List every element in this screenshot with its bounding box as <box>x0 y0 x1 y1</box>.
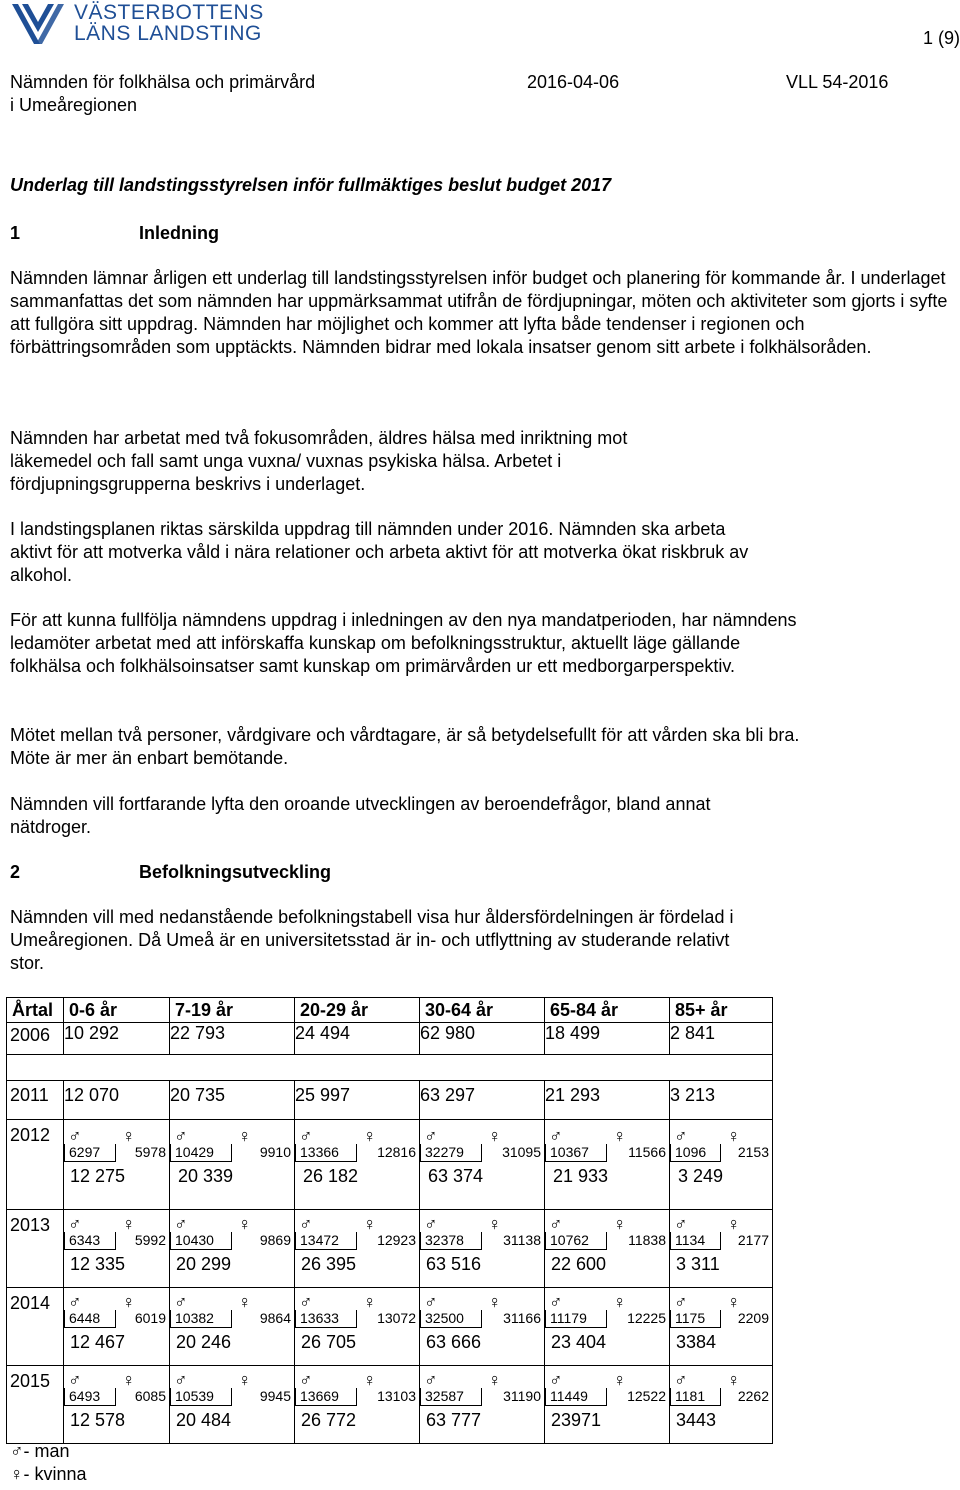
male-count: 13366 <box>295 1144 357 1162</box>
total-count: 3384 <box>676 1332 717 1352</box>
total-count: 26 705 <box>301 1332 357 1352</box>
male-symbol-icon: ♂ <box>424 1292 438 1312</box>
female-count: 12816 <box>377 1144 416 1160</box>
age-group-cell <box>420 1210 545 1288</box>
total-count: 26 772 <box>301 1410 357 1430</box>
male-symbol-icon: ♂ <box>68 1292 82 1312</box>
landsting-emblem-icon <box>8 2 68 46</box>
year-cell: 2012 <box>7 1120 64 1210</box>
legend-man: ♂- man <box>10 1441 70 1461</box>
table-row-gender <box>7 1366 773 1444</box>
male-symbol-icon: ♂ <box>299 1370 313 1390</box>
male-symbol-icon: ♂ <box>299 1292 313 1312</box>
logo-line-1: VÄSTERBOTTENS <box>74 1 264 24</box>
age-group-cell <box>670 1210 773 1288</box>
male-symbol-icon: ♂ <box>174 1292 188 1312</box>
total-count: 20 339 <box>178 1166 234 1186</box>
male-count: 13669 <box>295 1388 357 1406</box>
age-group-cell <box>545 1210 670 1288</box>
paragraph-6: Nämnden vill fortfarande lyfta den oroande utvecklingen av beroendefrågor, bland annat nätdroger. <box>10 794 711 837</box>
male-count: 1175 <box>670 1310 721 1328</box>
table-spacer-row <box>7 1055 773 1081</box>
total-count: 21 933 <box>553 1166 609 1186</box>
page-number: 1 (9) <box>922 28 960 48</box>
total-count: 20 484 <box>176 1410 232 1430</box>
female-symbol-icon: ♀ <box>238 1370 252 1390</box>
age-group-cell <box>545 1288 670 1366</box>
population-table <box>6 997 773 1444</box>
female-symbol-icon: ♀ <box>363 1292 377 1312</box>
male-symbol-icon: ♂ <box>68 1370 82 1390</box>
male-symbol-icon: ♂ <box>424 1370 438 1390</box>
age-group-cell <box>420 1366 545 1444</box>
female-symbol-icon: ♀ <box>613 1126 627 1146</box>
age-group-cell <box>295 1288 420 1366</box>
total-count: 26 395 <box>301 1254 357 1274</box>
female-symbol-icon: ♀ <box>613 1370 627 1390</box>
total-cell: 25 997 <box>295 1081 420 1120</box>
age-group-cell <box>420 1288 545 1366</box>
paragraph-5: Mötet mellan två personer, vårdgivare och vårdtagare, är så betydelsefullt för att vården ska bli bra. Möte är mer än enbart bemötande. <box>10 725 800 768</box>
age-group-cell <box>64 1288 170 1366</box>
spacer-cell <box>7 1055 773 1081</box>
female-count: 2153 <box>737 1144 769 1160</box>
male-count: 1134 <box>670 1232 721 1250</box>
female-symbol-icon: ♀ <box>488 1126 502 1146</box>
total-cell: 12 070 <box>64 1081 170 1120</box>
table-header-row <box>7 998 773 1023</box>
section-2-title: Befolkningsutveckling <box>139 862 332 882</box>
male-count: 10539 <box>170 1388 232 1406</box>
male-count: 10367 <box>545 1144 607 1162</box>
age-group-cell <box>670 1120 773 1210</box>
header-year: Årtal <box>7 998 64 1023</box>
total-count: 12 467 <box>70 1332 126 1352</box>
female-symbol-icon: ♀ <box>238 1126 252 1146</box>
total-cell: 10 292 <box>64 1023 170 1055</box>
male-count: 32378 <box>420 1232 482 1250</box>
total-cell: 62 980 <box>420 1023 545 1055</box>
female-symbol-icon: ♀ <box>238 1292 252 1312</box>
male-count: 10382 <box>170 1310 232 1328</box>
female-symbol-icon: ♀ <box>727 1214 741 1234</box>
total-count: 22 600 <box>551 1254 607 1274</box>
female-count: 2177 <box>737 1232 769 1248</box>
female-symbol-icon: ♀ <box>488 1214 502 1234</box>
total-count: 23971 <box>551 1410 602 1430</box>
total-cell: 63 297 <box>420 1081 545 1120</box>
female-symbol-icon: ♀ <box>122 1292 136 1312</box>
male-symbol-icon: ♂ <box>299 1214 313 1234</box>
year-cell: 2011 <box>7 1081 64 1120</box>
total-cell: 2 841 <box>670 1023 773 1055</box>
female-count: 31166 <box>503 1310 541 1326</box>
header-date: 2016-04-06 <box>527 72 620 92</box>
male-symbol-icon: ♂ <box>424 1214 438 1234</box>
organisation-logo <box>8 1 264 46</box>
total-count: 3 311 <box>676 1254 720 1274</box>
total-count: 63 666 <box>426 1332 482 1352</box>
female-count: 2209 <box>737 1310 769 1326</box>
paragraph-7: Nämnden vill med nedanstående befolkningstabell visa hur åldersfördelningen är fördelad i Umeåregionen. Då Umeå är en universitetsstad är in- och utflyttning av studerande relativt stor. <box>10 907 734 973</box>
age-group-cell <box>170 1120 295 1210</box>
male-count: 6493 <box>64 1388 116 1406</box>
table-row-gender <box>7 1120 773 1210</box>
header-age-20-29: 20-29 år <box>295 998 420 1023</box>
female-count: 2262 <box>737 1388 769 1404</box>
male-symbol-icon: ♂ <box>674 1292 688 1312</box>
male-count: 6297 <box>64 1144 116 1162</box>
age-group-cell <box>545 1366 670 1444</box>
male-symbol-icon: ♂ <box>549 1214 563 1234</box>
header-age-85plus: 85+ år <box>670 998 773 1023</box>
female-symbol-icon: ♀ <box>363 1370 377 1390</box>
male-count: 32587 <box>420 1388 482 1406</box>
age-group-cell <box>170 1288 295 1366</box>
age-group-cell <box>670 1366 773 1444</box>
male-count: 1181 <box>670 1388 721 1406</box>
total-cell: 20 735 <box>170 1081 295 1120</box>
female-symbol-icon: ♀ <box>488 1292 502 1312</box>
year-cell: 2015 <box>7 1366 64 1444</box>
year-cell: 2014 <box>7 1288 64 1366</box>
male-count: 32279 <box>420 1144 482 1162</box>
table-row-gender <box>7 1288 773 1366</box>
female-symbol-icon: ♀ <box>727 1292 741 1312</box>
male-symbol-icon: ♂ <box>549 1292 563 1312</box>
female-count: 12522 <box>627 1388 666 1404</box>
total-count: 12 335 <box>70 1254 126 1274</box>
header-age-30-64: 30-64 år <box>420 998 545 1023</box>
paragraph-2: Nämnden har arbetat med två fokusområden, äldres hälsa med inriktning mot läkemedel och fall samt unga vuxna/ vuxnas psykiska hälsa. Arbetet i fördjupningsgrupperna beskrivs i underlaget. <box>10 428 628 494</box>
male-count: 10430 <box>170 1232 232 1250</box>
age-group-cell <box>670 1288 773 1366</box>
male-symbol-icon: ♂ <box>674 1370 688 1390</box>
female-count: 9910 <box>259 1144 291 1160</box>
female-count: 31095 <box>502 1144 541 1160</box>
paragraph-3: I landstingsplanen riktas särskilda uppdrag till nämnden under 2016. Nämnden ska arbeta aktivt för att motverka våld i nära relationer och arbeta aktivt för att motverka ökat riskbruk av alkohol. <box>10 519 749 585</box>
header-committee: Nämnden för folkhälsa och primärvård <box>10 72 316 92</box>
female-count: 13072 <box>377 1310 416 1326</box>
male-symbol-icon: ♂ <box>299 1126 313 1146</box>
male-symbol-icon: ♂ <box>549 1370 563 1390</box>
section-1-title: Inledning <box>139 223 219 243</box>
male-symbol-icon: ♂ <box>549 1126 563 1146</box>
total-cell: 24 494 <box>295 1023 420 1055</box>
age-group-cell <box>420 1120 545 1210</box>
male-count: 6448 <box>64 1310 116 1328</box>
male-symbol-icon: ♂ <box>174 1370 188 1390</box>
total-count: 26 182 <box>303 1166 359 1186</box>
total-count: 12 578 <box>70 1410 126 1430</box>
total-count: 3443 <box>676 1410 717 1430</box>
total-cell: 21 293 <box>545 1081 670 1120</box>
female-count: 31138 <box>503 1232 541 1248</box>
male-count: 32500 <box>420 1310 482 1328</box>
table-row <box>7 1081 773 1120</box>
male-symbol-icon: ♂ <box>674 1214 688 1234</box>
female-count: 6085 <box>134 1388 166 1404</box>
header-age-0-6: 0-6 år <box>64 998 170 1023</box>
male-count: 10762 <box>545 1232 607 1250</box>
female-symbol-icon: ♀ <box>727 1370 741 1390</box>
female-count: 11566 <box>628 1144 666 1160</box>
male-count: 1096 <box>670 1144 721 1162</box>
total-count: 63 777 <box>426 1410 482 1430</box>
female-count: 13103 <box>377 1388 416 1404</box>
table-row-gender <box>7 1210 773 1288</box>
age-group-cell <box>64 1210 170 1288</box>
year-cell: 2006 <box>7 1023 64 1055</box>
total-cell: 18 499 <box>545 1023 670 1055</box>
female-count: 9864 <box>259 1310 291 1326</box>
legend-woman: ♀- kvinna <box>10 1464 87 1484</box>
age-group-cell <box>64 1366 170 1444</box>
header-age-65-84: 65-84 år <box>545 998 670 1023</box>
female-symbol-icon: ♀ <box>363 1214 377 1234</box>
logo-line-2: LÄNS LANDSTING <box>74 22 262 45</box>
male-count: 11449 <box>545 1388 607 1406</box>
male-symbol-icon: ♂ <box>68 1214 82 1234</box>
paragraph-1: Nämnden lämnar årligen ett underlag till landstingsstyrelsen inför budget och planering för kommande år. I underlaget sammanfattas det som nämnden har uppmärksammat utifrån de fördjupningar, möten och aktiviteter som gjorts i syfte att fullgöra sitt uppdrag. Nämnden har möjlighet och kommer att lyfta både tendenser i regionen och förbättringsområden som upptäckts. Nämnden bidrar med lokala insatser genom sitt arbete i folkhälsoråden. <box>10 268 948 357</box>
total-count: 12 275 <box>70 1166 126 1186</box>
age-group-cell <box>295 1120 420 1210</box>
male-symbol-icon: ♂ <box>174 1214 188 1234</box>
section-1-number: 1 <box>10 223 21 243</box>
total-count: 23 404 <box>551 1332 607 1352</box>
age-group-cell <box>545 1120 670 1210</box>
header-reference: VLL 54-2016 <box>786 72 889 92</box>
table-row <box>7 1023 773 1055</box>
female-count: 12225 <box>627 1310 666 1326</box>
male-count: 11179 <box>545 1310 607 1328</box>
total-cell: 22 793 <box>170 1023 295 1055</box>
male-count: 13633 <box>295 1310 357 1328</box>
total-count: 63 374 <box>428 1166 484 1186</box>
male-symbol-icon: ♂ <box>68 1126 82 1146</box>
female-symbol-icon: ♀ <box>238 1214 252 1234</box>
female-count: 11838 <box>628 1232 666 1248</box>
paragraph-4: För att kunna fullfölja nämndens uppdrag i inledningen av den nya mandatperioden, har nämndens ledamöter arbetat med att införskaffa kunskap om befolkningsstruktur, aktuellt läge gällande folkhälsa och folkhälsoinsatser samt kunskap om primärvården ur ett medborgarperspektiv. <box>10 610 797 676</box>
female-count: 9945 <box>259 1388 291 1404</box>
male-symbol-icon: ♂ <box>674 1126 688 1146</box>
female-symbol-icon: ♀ <box>122 1370 136 1390</box>
age-group-cell <box>64 1120 170 1210</box>
female-symbol-icon: ♀ <box>122 1126 136 1146</box>
age-group-cell <box>170 1366 295 1444</box>
male-count: 13472 <box>295 1232 357 1250</box>
female-symbol-icon: ♀ <box>613 1214 627 1234</box>
female-symbol-icon: ♀ <box>727 1126 741 1146</box>
document-title: Underlag till landstingsstyrelsen inför fullmäktiges beslut budget 2017 <box>10 175 612 195</box>
female-count: 6019 <box>134 1310 166 1326</box>
header-age-7-19: 7-19 år <box>170 998 295 1023</box>
male-symbol-icon: ♂ <box>424 1126 438 1146</box>
female-symbol-icon: ♀ <box>122 1214 136 1234</box>
total-count: 63 516 <box>426 1254 482 1274</box>
age-group-cell <box>295 1210 420 1288</box>
male-count: 10429 <box>170 1144 232 1162</box>
total-count: 3 249 <box>678 1166 724 1186</box>
gender-rows <box>7 1120 773 1444</box>
female-count: 5992 <box>134 1232 166 1248</box>
female-count: 9869 <box>259 1232 291 1248</box>
male-symbol-icon: ♂ <box>174 1126 188 1146</box>
section-2-number: 2 <box>10 862 21 882</box>
age-group-cell <box>170 1210 295 1288</box>
female-count: 31190 <box>503 1388 541 1404</box>
male-count: 6343 <box>64 1232 116 1250</box>
header-region: i Umeåregionen <box>10 95 138 115</box>
total-count: 20 246 <box>176 1332 232 1352</box>
female-count: 5978 <box>134 1144 166 1160</box>
female-symbol-icon: ♀ <box>363 1126 377 1146</box>
age-group-cell <box>295 1366 420 1444</box>
total-count: 20 299 <box>176 1254 232 1274</box>
year-cell: 2013 <box>7 1210 64 1288</box>
female-symbol-icon: ♀ <box>488 1370 502 1390</box>
female-count: 12923 <box>377 1232 416 1248</box>
total-cell: 3 213 <box>670 1081 773 1120</box>
female-symbol-icon: ♀ <box>613 1292 627 1312</box>
